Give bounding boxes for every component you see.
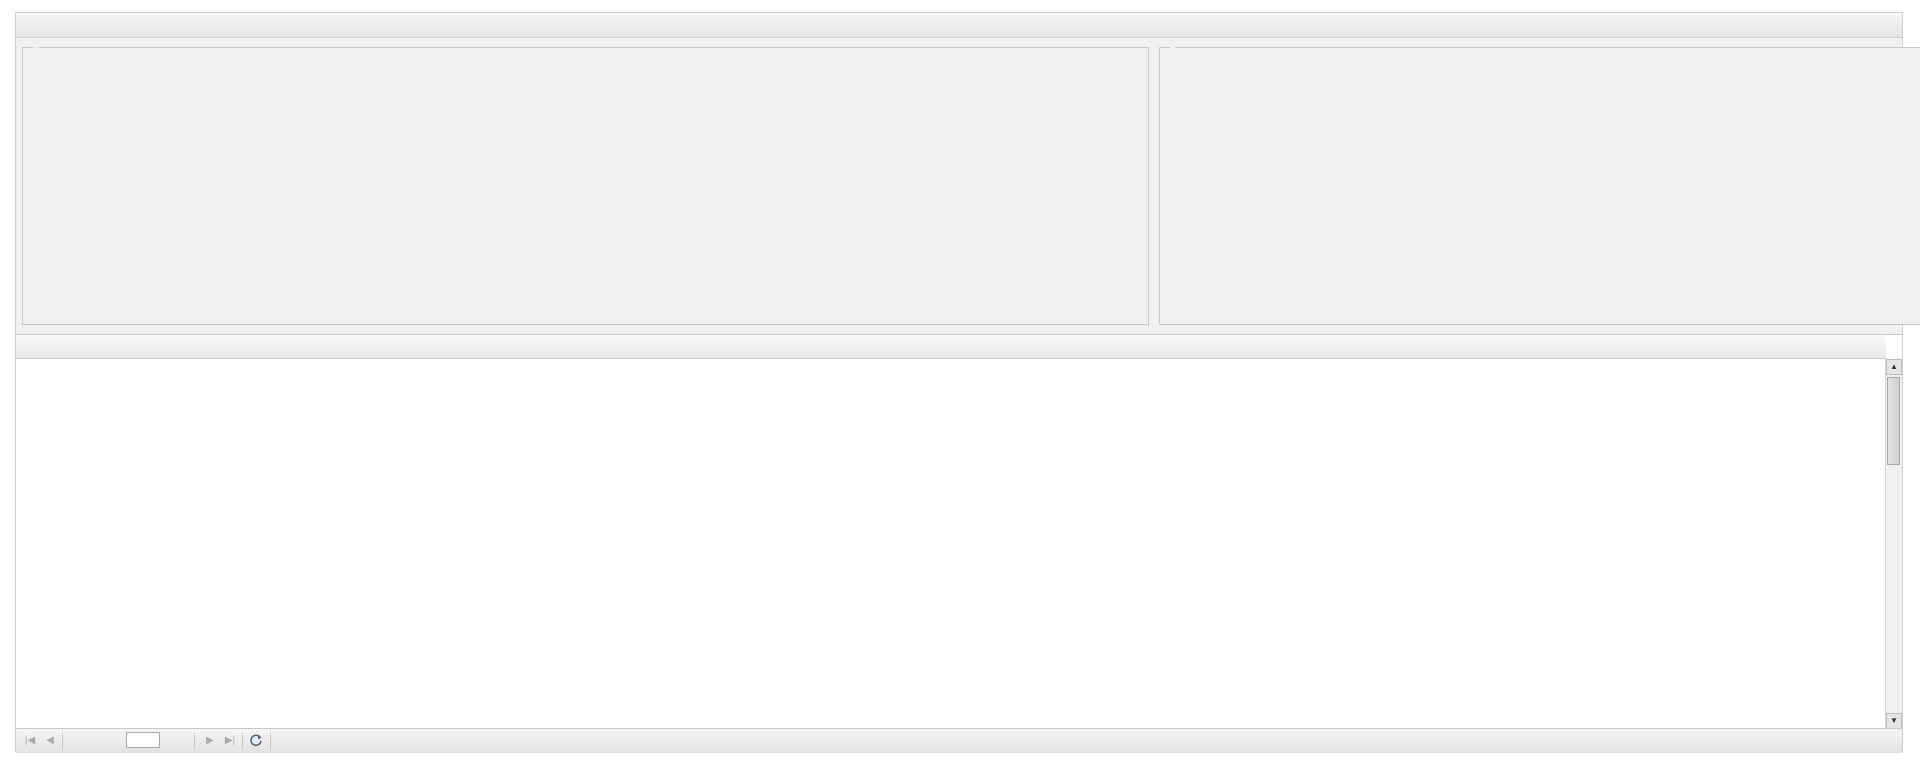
page-number-input[interactable] bbox=[126, 732, 160, 748]
toolbar-separator bbox=[270, 733, 271, 749]
toolbar-separator bbox=[194, 733, 195, 749]
paging-toolbar bbox=[16, 728, 1902, 753]
scroll-thumb[interactable] bbox=[1887, 377, 1900, 465]
grid-body bbox=[16, 359, 1886, 729]
next-page-icon[interactable]: ▶ bbox=[206, 735, 214, 746]
budget-distribution-panel bbox=[15, 12, 1903, 752]
first-page-icon[interactable]: |◀ bbox=[24, 735, 36, 746]
scroll-up-icon[interactable]: ▲ bbox=[1886, 359, 1902, 375]
grid-header bbox=[16, 335, 1886, 359]
prev-page-icon[interactable]: ◀ bbox=[46, 735, 54, 746]
vertical-scrollbar[interactable] bbox=[1885, 359, 1902, 729]
scroll-down-icon[interactable]: ▼ bbox=[1886, 713, 1902, 729]
time-params-fieldset bbox=[1159, 47, 1920, 325]
panel-title bbox=[16, 13, 1902, 38]
last-page-icon[interactable]: ▶| bbox=[224, 735, 236, 746]
main-params-fieldset bbox=[22, 47, 1149, 325]
budget-grid bbox=[16, 334, 1902, 729]
param-row-status-date bbox=[1174, 68, 1920, 92]
toolbar-separator bbox=[62, 733, 63, 749]
refresh-icon[interactable] bbox=[248, 733, 264, 749]
toolbar-separator bbox=[242, 733, 243, 749]
